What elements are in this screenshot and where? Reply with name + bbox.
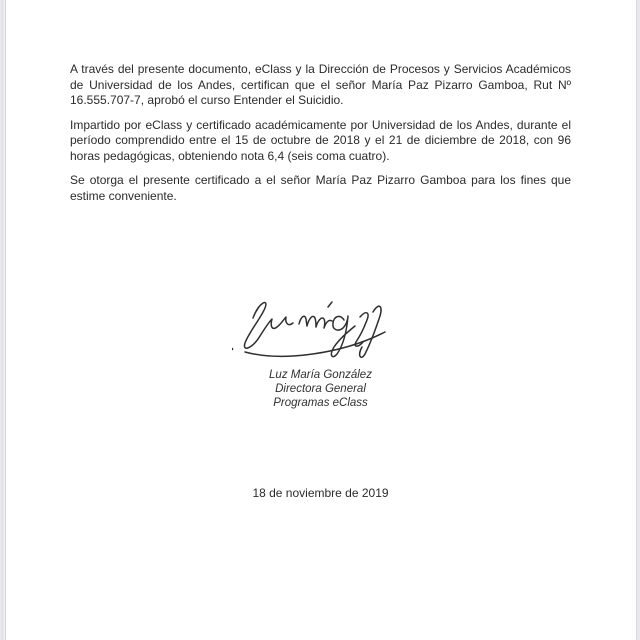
- signer-organization: Programas eClass: [273, 397, 368, 409]
- handwritten-signature: [232, 293, 410, 365]
- signature-block: [70, 293, 571, 410]
- page-edge-right: [636, 0, 640, 640]
- certificate-paragraph-course-details: Impartido por eClass y certificado académicamente por Universidad de los Andes, durante el período comprendido entre el 15 de octubre de 2018 y el 21 de diciembre de 2018, con 96 horas pedagógicas, obteniendo nota 6,4 (seis coma cuatro).: [70, 117, 571, 163]
- document-date: 18 de noviembre de 2019: [252, 486, 389, 500]
- certificate-paragraph-closing: Se otorga el presente certificado a el señor María Paz Pizarro Gamboa para los fines que estime conveniente.: [70, 173, 571, 203]
- page-edge-left: [0, 0, 6, 640]
- signer-title: Directora General: [275, 383, 366, 395]
- signer-name: Luz María González: [269, 369, 372, 381]
- certificate-paragraph-intro: A través del presente documento, eClass y la Dirección de Procesos y Servicios Académicos de Universidad de los Andes, certifican que el señor María Paz Pizarro Gamboa, Rut Nº 16.555.707-7, aprobó el curso Entender el Suicidio.: [70, 62, 571, 107]
- certificate-body: [70, 62, 571, 500]
